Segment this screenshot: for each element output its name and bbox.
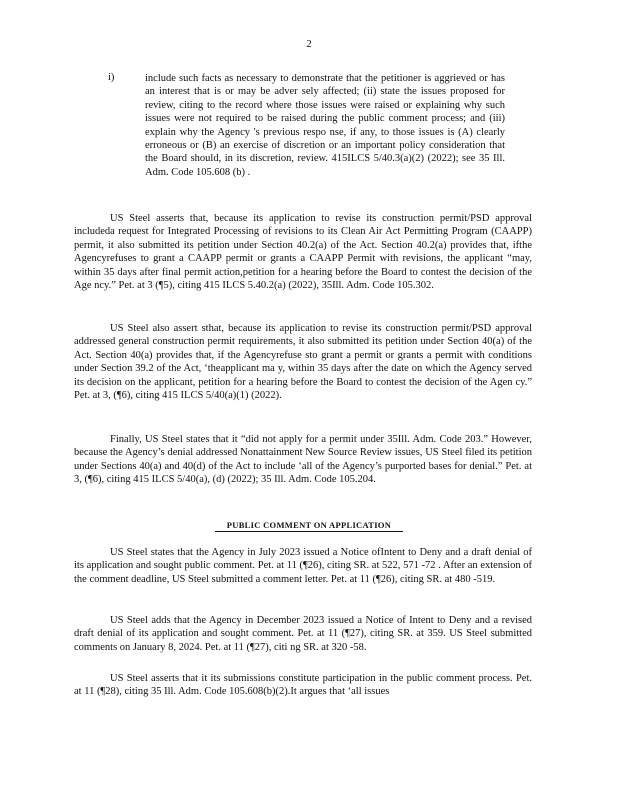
paragraph: Finally, US Steel states that it “did not apply for a permit under 35Ill. Adm. Code 203.” However, because the Agency’s denial addressed Nonattainment New Source Review issues, US Steel filed its petition under Sections 40(a) and 40(d) of the Act to include ‘all of the Agency’s purported bases for denial.” Pet. at 3, (¶6), citing 415 ILCS 5/40(a), (d) (2022); 35 Ill. Adm. Code 105.204. — [74, 434, 532, 486]
paragraph: US Steel states that the Agency in July 2023 issued a Notice ofIntent to Deny and a draft denial of its application and sought public comment. Pet. at 11 (¶26), citing SR. at 522, 571 -72 . After an extension of the comment deadline, US Steel submitted a comment letter. Pet. at 11 (¶26), citing SR. at 480 -519. — [74, 547, 532, 585]
page-number: 2 — [306, 38, 312, 50]
list-marker: i) — [108, 72, 115, 83]
list-item-text: include such facts as necessary to demonstrate that the petitioner is aggrieved or has an interest that is or may be adver sely affected; (ii) state the issues proposed for review, citing to the record where those issues were raised or explaining why such issues were not required to be raised during the public comment process; and (iii) explain why the Agency 's previous respo nse, if any, to those issues is (A) clearly erroneous or (B) an exercise of discretion or an important policy consideration that the Board should, in its discretion, review. 415ILCS 5/40.3(a)(2) (2022); see 35 Ill. Adm. Code 105.608 (b) . — [145, 73, 505, 178]
section-heading-text: PUBLIC COMMENT ON APPLICATION — [215, 520, 403, 532]
paragraph: US Steel asserts that it its submissions constitute participation in the public comment process. Pet. at 11 (¶28), citing 35 Ill. Adm. Code 105.608(b)(2).It argues that ‘all issues — [74, 673, 532, 698]
paragraph: US Steel asserts that, because its application to revise its construction permit/PSD approval includeda request for Integrated Processing of revisions to its Clean Air Act Permitting Program (CAAPP) permit, it also submitted its petition under Section 40.2(a) of the Act. Section 40.2(a) provides that, ifthe Agencyrefuses to grant a CAAPP permit or grants a CAAPP Permit with revisions, the applicant “may, within 35 days after final permit action,petition for a hearing before the Board to contest the decision of the Age ncy.” Pet. at 3 (¶5), citing 415 ILCS 5.40.2(a) (2022), 35Ill. Adm. Code 105.302. — [74, 213, 532, 292]
section-heading — [0, 520, 618, 530]
paragraph: US Steel also assert sthat, because its application to revise its construction permit/PSD approval addressed general construction permit requirements, it also submitted its petition under Section 40(a) of the Act. Section 40(a) provides that, if the Agencyrefuse sto grant a permit or grants a permit with conditions under Section 39.2 of the Act, ‘theapplicant ma y, within 35 days after the date on which the Agency served its decision on the applicant, petition for a hearing before the Board to contest the decision of the Agen cy.” Pet. at 3, (¶6), citing 415 ILCS 5/40(a)(1) (2022). — [74, 323, 532, 402]
paragraph: US Steel adds that the Agency in December 2023 issued a Notice of Intent to Deny and a revised draft denial of its application and sought comment. Pet. at 11 (¶27), citing SR. at 359. US Steel submitted comments on January 8, 2024. Pet. at 11 (¶27), citi ng SR. at 320 -58. — [74, 615, 532, 653]
